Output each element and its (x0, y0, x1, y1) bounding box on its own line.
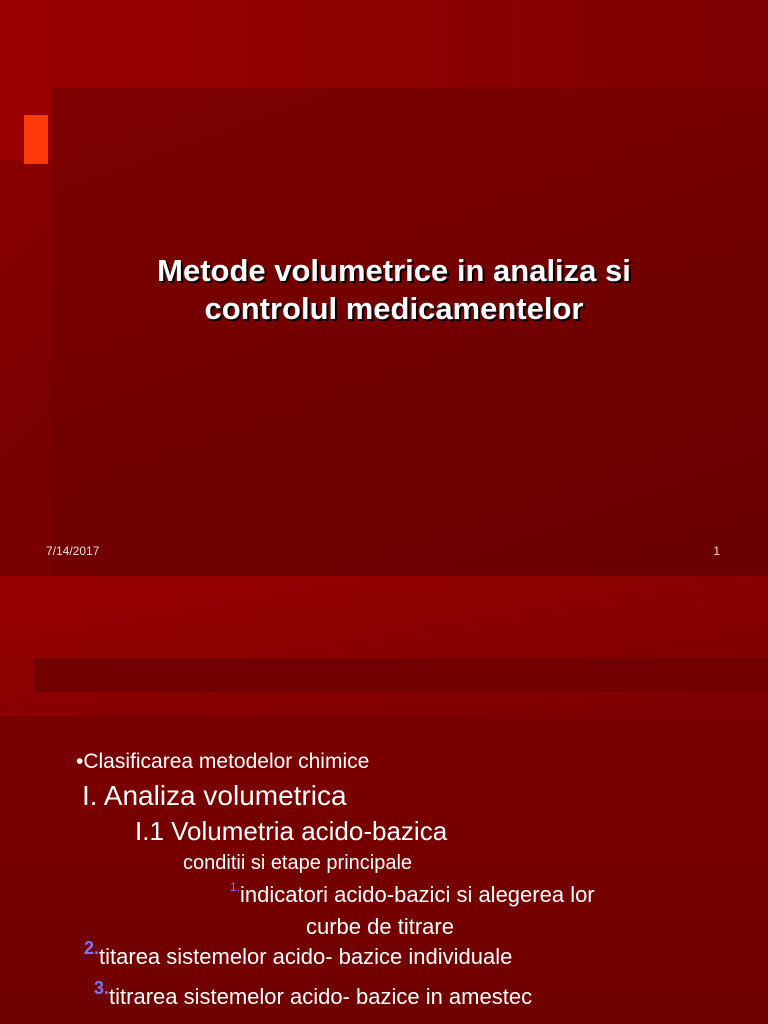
footer-page-number: 1 (713, 544, 720, 558)
slide-1-header-band (0, 0, 768, 90)
item-3-number: 3. (94, 978, 110, 998)
curves-line: curbe de titrare (306, 914, 454, 939)
slide-2-heading: •Clasificarea metodelor chimice (76, 750, 370, 773)
section-title: I. Analiza volumetrica (82, 780, 347, 811)
item-1-number: 1. (230, 880, 241, 894)
title-line-2: controlul medicamentelor (204, 291, 584, 326)
list-item-3 (94, 978, 533, 1010)
list-item-1 (230, 882, 595, 908)
item-2-number: 2. (84, 938, 100, 958)
slide-2-divider-band (34, 658, 768, 692)
subsection-title: I.1 Volumetria acido-bazica (135, 816, 448, 846)
slide-1-content-panel (52, 88, 768, 576)
item-2-text: titarea sistemelor acido- bazice individuale (99, 944, 513, 969)
slide-2 (0, 576, 768, 1024)
slide-2-header-band (0, 576, 768, 736)
slide-1-accent-bar (24, 115, 48, 164)
slide-1-title (60, 252, 728, 328)
item-1-text: indicatori acido-bazici si alegerea lor (240, 882, 595, 907)
footer-date: 7/14/2017 (46, 544, 100, 558)
item-3-text: titrarea sistemelor acido- bazice in amestec (109, 984, 533, 1009)
title-line-1: Metode volumetrice in analiza si (157, 253, 631, 288)
list-item-2 (84, 938, 513, 970)
conditions-line: conditii si etape principale (183, 852, 413, 874)
